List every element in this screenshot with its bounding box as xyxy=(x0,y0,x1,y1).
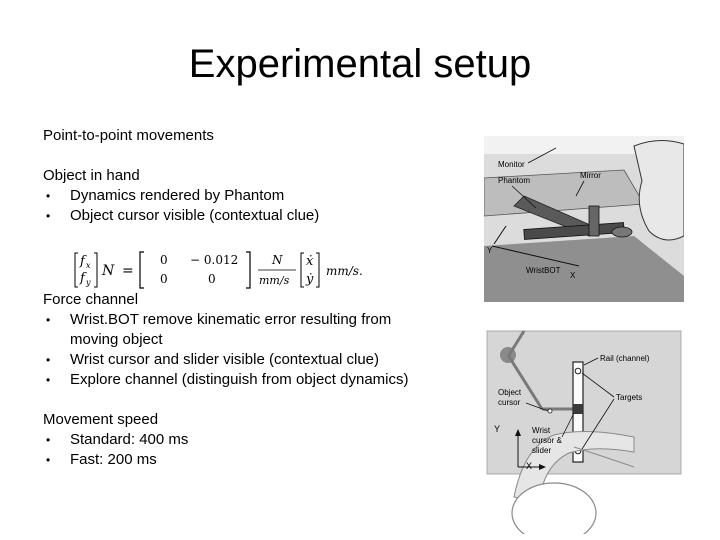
section-movement-speed xyxy=(43,410,463,470)
bracket-right xyxy=(94,253,97,287)
label-monitor: Monitor xyxy=(498,160,525,169)
bullet-item: • Dynamics rendered by Phantom xyxy=(43,186,463,206)
section-heading: Movement speed xyxy=(43,411,159,428)
label-targets: Targets xyxy=(616,393,643,402)
bullet-list xyxy=(43,430,463,470)
eq-ydot: ẏ xyxy=(306,272,314,287)
eq-fx: f xyxy=(80,254,85,269)
wristbot-joint xyxy=(612,227,632,237)
matrix-bracket-left xyxy=(140,252,144,288)
label-x-bottom: X xyxy=(526,461,533,471)
bullet-item: • Wrist.BOT remove kinematic error resulting from xyxy=(43,310,463,330)
bullet-continuation-text: moving object xyxy=(70,331,163,348)
label-object-cursor-2: cursor xyxy=(498,398,521,407)
bullet-item: • Wrist cursor and slider visible (contextual clue) xyxy=(43,350,463,370)
eq-m22: 0 xyxy=(208,272,216,286)
bullet-item: • Explore channel (distinguish from object dynamics) xyxy=(43,370,463,390)
dynamics-equation xyxy=(74,250,374,290)
wristbot-post xyxy=(589,206,599,236)
section-heading: Object in hand xyxy=(43,167,140,184)
label-x-top: X xyxy=(570,271,576,280)
target-top xyxy=(575,368,581,374)
eq-xdot: ẋ xyxy=(306,254,314,269)
label-phantom: Phantom xyxy=(498,176,531,185)
section-heading: Force channel xyxy=(43,291,139,308)
channel-schematic-figure xyxy=(484,327,684,534)
section-object-in-hand xyxy=(43,166,463,226)
section-force-channel xyxy=(43,290,463,390)
eq-n: N xyxy=(102,263,115,279)
slide-title: Experimental setup xyxy=(188,42,532,86)
bullet-item: • Standard: 400 ms xyxy=(43,430,463,450)
label-mirror: Mirror xyxy=(580,171,601,180)
section-heading: Point-to-point movements xyxy=(43,127,214,144)
label-wristbot: WristBOT xyxy=(526,266,561,275)
bullet-list xyxy=(43,186,463,226)
label-y-top: Y xyxy=(487,246,493,255)
section-point-to-point xyxy=(43,126,463,146)
bullet-continuation xyxy=(43,330,463,350)
bullet-list xyxy=(43,310,463,390)
eq-unit: mm/s. xyxy=(326,264,363,278)
vector-bracket-left xyxy=(301,253,304,287)
bullet-item: • Object cursor visible (contextual clue) xyxy=(43,206,463,226)
label-object-cursor-1: Object xyxy=(498,388,522,397)
eq-m11: 0 xyxy=(160,253,168,267)
eq-equals: = xyxy=(122,263,134,279)
slide-body xyxy=(43,126,463,490)
bracket-left xyxy=(75,253,78,287)
eq-frac-num: N xyxy=(272,253,283,267)
eq-m21: 0 xyxy=(160,272,168,286)
apparatus-figure xyxy=(484,136,684,302)
object-cursor xyxy=(548,409,552,413)
eq-frac-den: mm/s xyxy=(259,274,290,287)
eq-fy: f xyxy=(80,271,85,286)
label-wrist-2: cursor & xyxy=(532,436,562,445)
label-wrist-1: Wrist xyxy=(532,426,551,435)
vector-bracket-right xyxy=(316,253,319,287)
wrist-slider xyxy=(573,404,583,414)
bullet-item: • Fast: 200 ms xyxy=(43,450,463,470)
label-wrist-3: slider xyxy=(532,446,552,455)
eq-fx-sub: x xyxy=(86,261,91,270)
matrix-bracket-right xyxy=(246,252,250,288)
eq-m12: − 0.012 xyxy=(190,253,239,267)
label-y-bottom: Y xyxy=(494,424,501,434)
label-rail: Rail (channel) xyxy=(600,354,650,363)
eq-fy-sub: y xyxy=(86,278,91,287)
